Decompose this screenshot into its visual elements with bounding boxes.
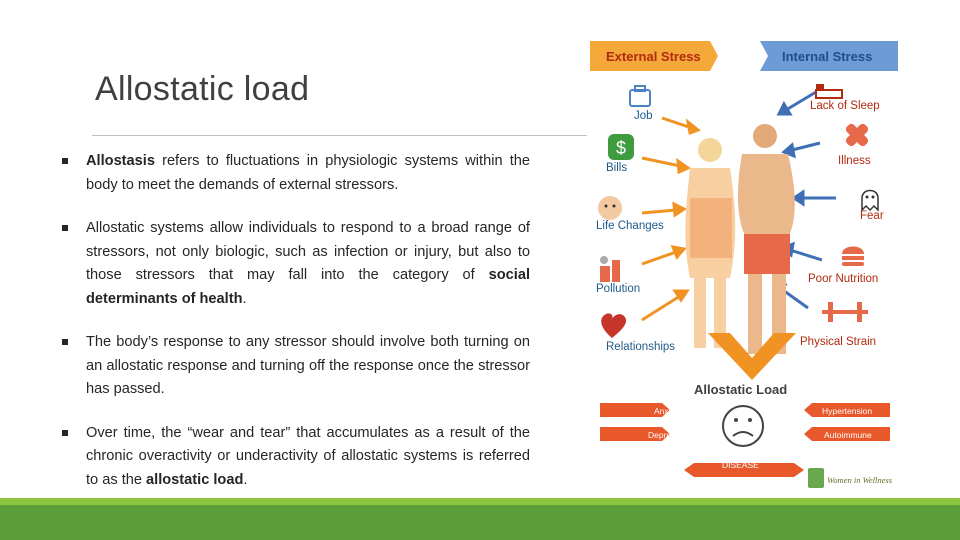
bullet-text: refers to fluctuations in physiologic systems within the body to meet the demands of external stressors. (86, 153, 530, 193)
bullet-marker-icon (62, 158, 68, 164)
dumbbell-icon (822, 302, 868, 322)
bullet-text: The body’s response to any stressor should involve both turning on an allostatic response and turning off the response once the stressor has passed. (86, 334, 530, 397)
outcome-anxiety: Anxiety (654, 406, 682, 416)
relationships-icon (601, 313, 626, 338)
svg-text:$: $ (615, 138, 627, 158)
sad-face-icon (723, 406, 763, 446)
bullet-marker-icon (62, 225, 68, 231)
allostatic-load-infographic (590, 38, 902, 498)
allostatic-load-label: Allostatic Load (694, 382, 788, 397)
woman-figure-icon (685, 138, 735, 348)
bullet-item (62, 331, 530, 402)
outcome-hypertension: Hypertension (822, 406, 873, 416)
external-item-job: Job (634, 110, 653, 122)
bullet-item (62, 217, 530, 311)
external-item-bills: Bills (606, 162, 628, 174)
outcome-autoimmune: Autoimmune (824, 430, 872, 440)
outcome-disease: DISEASE (722, 460, 759, 470)
internal-item-lack-of-sleep: Lack of Sleep (810, 100, 880, 112)
internal-item-fear: Fear (860, 210, 884, 222)
pollution-icon (600, 256, 620, 282)
slide-title: Allostatic load (95, 70, 310, 108)
bullet-bold-tail: allostatic load (146, 471, 244, 488)
logo-text: Women in Wellness (827, 475, 893, 485)
bullet-text: Allostatic systems allow individuals to respond to a broad range of stressors, not only biologic, such as infection or injury, but also to those stressors that may fall into the category of (86, 220, 530, 283)
internal-item-illness: Illness (838, 155, 871, 167)
external-stress-label: External Stress (606, 49, 701, 64)
life-changes-icon (598, 196, 622, 220)
internal-item-physical-strain: Physical Strain (800, 336, 877, 348)
bullet-item (62, 422, 530, 493)
footer-bar (0, 498, 960, 540)
bills-icon (608, 134, 634, 160)
title-divider (92, 135, 587, 136)
bullet-marker-icon (62, 339, 68, 345)
bullet-end: . (243, 471, 248, 488)
women-in-wellness-logo (808, 468, 824, 488)
burger-icon (842, 247, 864, 267)
bullet-marker-icon (62, 430, 68, 436)
external-item-pollution: Pollution (596, 283, 641, 295)
bullet-list (62, 150, 530, 512)
footer-accent (0, 498, 960, 505)
job-icon (630, 86, 650, 106)
internal-item-poor-nutrition: Poor Nutrition (808, 273, 879, 285)
bandage-icon (844, 122, 869, 147)
external-item-life-changes: Life Changes (596, 220, 664, 232)
bed-icon (816, 84, 842, 98)
man-figure-icon (738, 124, 795, 354)
external-item-relationships: Relationships (606, 341, 676, 353)
bullet-end: . (242, 290, 247, 307)
bullet-bold-tail: social determinants of health (86, 267, 530, 307)
bullet-text: Over time, the “wear and tear” that accumulates as a result of the chronic overactivity or underactivity of allostatic systems is referred to as the (86, 424, 530, 488)
internal-stress-label: Internal Stress (782, 49, 873, 64)
outcome-depression: Depression (648, 430, 691, 440)
bullet-item (62, 150, 530, 197)
ghost-icon (862, 191, 878, 211)
bullet-bold-lead: Allostasis (86, 153, 155, 169)
